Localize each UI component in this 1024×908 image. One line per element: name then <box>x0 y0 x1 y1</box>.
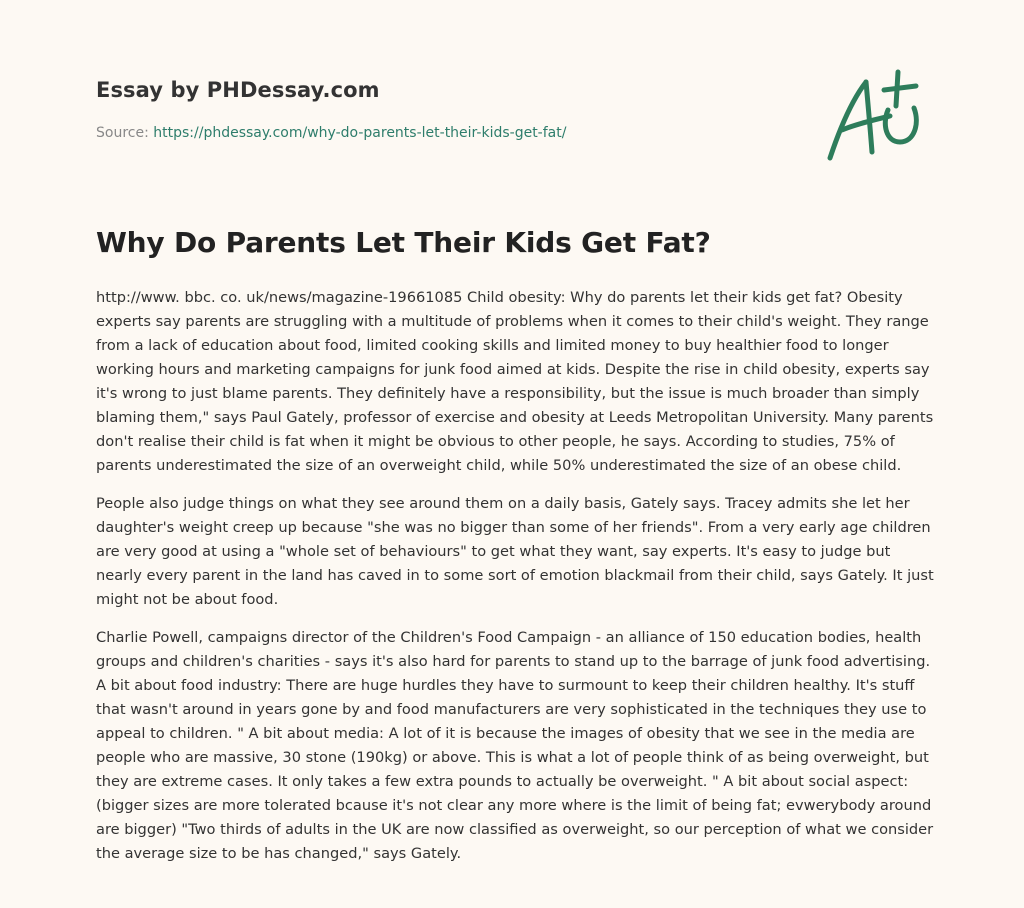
essay-title: Why Do Parents Let Their Kids Get Fat? <box>96 226 711 259</box>
essay-paragraph: People also judge things on what they see around them on a daily basis, Gately says. Tracey admits she let her daughter's weight creep up because "she was no bigger than some of her friends". From a very early age children are very good at using a "whole set of behaviours" to get what they want, say experts. It's easy to judge but nearly every parent in the land has caved in to some sort of emotion blackmail from their child, says Gately. It just might not be about food. <box>96 495 934 608</box>
source-link[interactable]: https://phdessay.com/why-do-parents-let-their-kids-get-fat/ <box>153 125 567 141</box>
essay-paragraph: Charlie Powell, campaigns director of the Children's Food Campaign - an alliance of 150 education bodies, health groups and children's charities - says it's also hard for parents to stand up to the barrage of junk food advertising. A bit about food industry: There are huge hurdles they have to surmount to keep their children healthy. It's stuff that wasn't around in years gone by and food manufacturers are very sophisticated in the techniques they use to appeal to children. " A bit about media: A lot of it is because the images of obesity that we see in the media are people who are massive, 30 stone (190kg) or above. This is what a lot of people think of as being overweight, but they are extreme cases. It only takes a few extra pounds to actually be overweight. " A bit about social aspect: (bigger sizes are more tolerated bcause it's not clear any more where is the limit of being fat; evwerybody around are bigger) "Two thirds of adults in the UK are now classified as overweight, so our perception of what we consider the average size to be has changed," says Gately. <box>96 629 934 862</box>
source-label: Source: <box>96 125 154 141</box>
site-brand: Essay by PHDessay.com <box>96 78 380 102</box>
essay-paragraph: http://www. bbc. co. uk/news/magazine-19661085 Child obesity: Why do parents let their kids get fat? Obesity experts say parents are struggling with a multitude of problems when it comes to their child's weight. They range from a lack of education about food, limited cooking skills and limited money to buy healthier food to longer working hours and marketing campaigns for junk food aimed at kids. Despite the rise in child obesity, experts say it's wrong to just blame parents. They definitely have a responsibility, but the issue is much broader than simply blaming them," says Paul Gately, professor of exercise and obesity at Leeds Metropolitan University. Many parents don't realise their child is fat when it might be obvious to other people, he says. According to studies, 75% of parents underestimated the size of an overweight child, while 50% underestimated the size of an obese child. <box>96 289 934 474</box>
essay-body <box>96 286 936 880</box>
a-plus-logo-icon <box>822 66 928 164</box>
source-line <box>96 125 566 141</box>
